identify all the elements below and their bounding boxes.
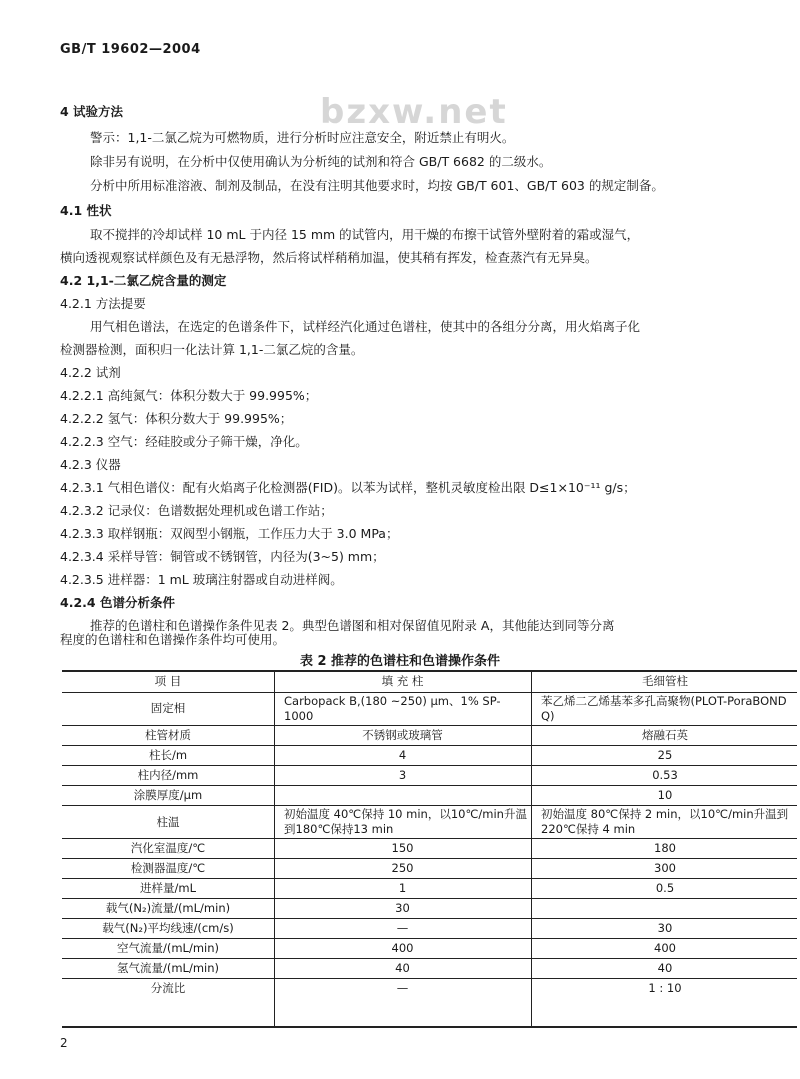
- table-cell: —: [396, 981, 409, 995]
- table-cell: 熔融石英: [642, 728, 688, 742]
- table-rule: [62, 938, 797, 939]
- table-cell: Carbopack B,(180 ~250) μm、1% SP-1000: [284, 694, 501, 723]
- table-cell: 苯乙烯二乙烯基苯多孔高聚物(PLOT-PoraBOND Q): [541, 694, 787, 723]
- table-caption: 表 2 推荐的色谱柱和色谱操作条件: [299, 654, 501, 669]
- table-header-cell: 项 目: [154, 674, 182, 688]
- clause-item: 4.2.3.4 采样导管：铜管或不锈钢管，内径为(3~5) mm；: [60, 549, 385, 564]
- body-text: 检测器检测，面积归一化法计算 1,1-二氯乙烷的含量。: [60, 342, 364, 357]
- table-column-rule: [531, 670, 532, 1028]
- table-cell: 250: [391, 861, 414, 875]
- table-cell: 40: [657, 961, 673, 975]
- table-row-label: 涂膜厚度/μm: [133, 788, 203, 802]
- table-row-label: 氢气流量/(mL/min): [116, 961, 220, 975]
- table-cell: 初始温度 80℃保持 2 min，以10℃/min升温到 220℃保持 4 min: [541, 807, 789, 836]
- table-rule: [62, 692, 797, 693]
- clause-heading: 4.2.2 试剂: [60, 365, 121, 380]
- table-rule: [62, 878, 797, 879]
- table-cell: 400: [654, 941, 676, 955]
- table-rule: [62, 745, 797, 746]
- page-number: 2: [60, 1036, 68, 1050]
- table-cell: 1 : 10: [648, 981, 682, 995]
- table-cell: 0.5: [655, 881, 675, 895]
- table-column-rule: [274, 670, 275, 1028]
- table-rule: [62, 785, 797, 786]
- table-cell: 400: [391, 941, 414, 955]
- table-cell: 不锈钢或玻璃管: [362, 728, 443, 742]
- table-cell: 30: [657, 921, 673, 935]
- clause-item: 4.2.2.3 空气：经硅胶或分子筛干燥，净化。: [60, 434, 308, 449]
- clause-item: 4.2.3.5 进样器：1 mL 玻璃注射器或自动进样阀。: [60, 572, 343, 587]
- clause-heading: 4.2.4 色谱分析条件: [60, 595, 175, 610]
- table-rule: [62, 978, 797, 979]
- body-text: 除非另有说明，在分析中仅使用确认为分析纯的试剂和符合 GB/T 6682 的二级水。: [90, 154, 552, 169]
- table-rule: [62, 838, 797, 839]
- table-row-label: 柱温: [156, 815, 180, 829]
- standard-code: GB/T 19602—2004: [60, 42, 201, 57]
- table-cell: 0.53: [652, 768, 678, 782]
- table-cell: 1: [398, 881, 407, 895]
- table-cell: 25: [657, 748, 673, 762]
- warning-text: 警示：1,1-二氯乙烷为可燃物质，进行分析时应注意安全，附近禁止有明火。: [90, 130, 515, 145]
- body-text: 横向透视观察试样颜色及有无悬浮物，然后将试样稍稍加温，使其稍有挥发，检查蒸汽有无异臭。: [60, 250, 598, 265]
- section-heading: 4 试验方法: [60, 104, 124, 119]
- table-cell: 300: [654, 861, 676, 875]
- body-text: 分析中所用标准溶液、制剂及制品，在没有注明其他要求时，均按 GB/T 601、GB/T 603 的规定制备。: [90, 178, 664, 193]
- table-row-label: 载气(N₂)平均线速/(cm/s): [102, 921, 234, 935]
- table-cell: 初始温度 40℃保持 10 min，以10℃/min升温到180℃保持13 min: [284, 807, 527, 836]
- table-rule: [62, 858, 797, 859]
- table-header-cell: 毛细管柱: [642, 674, 688, 688]
- table-cell: 180: [654, 841, 676, 855]
- table-rule: [62, 958, 797, 959]
- table-row-label: 分流比: [150, 981, 186, 995]
- table-cell: 4: [398, 748, 407, 762]
- body-text: 程度的色谱柱和色谱操作条件均可使用。: [60, 632, 286, 647]
- table-cell: —: [396, 921, 409, 935]
- table-cell: 150: [391, 841, 414, 855]
- subsection-heading: 4.1 性状: [60, 203, 112, 218]
- table-rule: [62, 918, 797, 919]
- table-header-cell: 填 充 柱: [381, 674, 424, 688]
- table-cell: 40: [395, 961, 410, 975]
- clause-heading: 4.2.3 仪器: [60, 457, 121, 472]
- body-text: 取不搅拌的冷却试样 10 mL 于内径 15 mm 的试管内，用干燥的布擦干试管外壁附着的霜或湿气，: [90, 227, 640, 242]
- table-rule: [62, 898, 797, 899]
- clause-item: 4.2.3.1 气相色谱仪：配有火焰离子化检测器(FID)。以苯为试样，整机灵敏度检出限 D≤1×10⁻¹¹ g/s；: [60, 480, 636, 495]
- chromatography-conditions-table: [62, 670, 797, 1028]
- table-row-label: 进样量/mL: [140, 881, 196, 895]
- table-rule: [62, 1026, 797, 1028]
- table-rule: [62, 725, 797, 726]
- body-text: 用气相色谱法，在选定的色谱条件下，试样经汽化通过色谱柱，使其中的各组分分离，用火焰离子化: [90, 319, 641, 334]
- clause-item: 4.2.3.2 记录仪：色谱数据处理机或色谱工作站；: [60, 503, 333, 518]
- table-row-label: 固定相: [150, 701, 186, 715]
- table-rule: [62, 670, 797, 672]
- table-cell: 3: [398, 768, 407, 782]
- table-row-label: 柱管材质: [145, 728, 191, 742]
- clause-heading: 4.2.1 方法提要: [60, 296, 146, 311]
- clause-item: 4.2.3.3 取样钢瓶：双阀型小钢瓶，工作压力大于 3.0 MPa；: [60, 526, 399, 541]
- subsection-heading: 4.2 1,1-二氯乙烷含量的测定: [60, 273, 227, 288]
- table-row-label: 检测器温度/℃: [130, 861, 206, 875]
- table-rule: [62, 765, 797, 766]
- table-row-label: 空气流量/(mL/min): [116, 941, 220, 955]
- table-rule: [62, 805, 797, 806]
- table-cell: 30: [395, 901, 410, 915]
- body-text: 推荐的色谱柱和色谱操作条件见表 2。典型色谱图和相对保留值见附录 A，其他能达到同等分离: [90, 618, 615, 633]
- watermark: bzxw.net: [320, 92, 508, 132]
- table-row-label: 柱长/m: [148, 748, 188, 762]
- clause-item: 4.2.2.1 高纯氮气：体积分数大于 99.995%；: [60, 388, 318, 403]
- table-cell: 10: [657, 788, 673, 802]
- table-row-label: 载气(N₂)流量/(mL/min): [105, 901, 231, 915]
- table-row-label: 柱内径/mm: [137, 768, 199, 782]
- clause-item: 4.2.2.2 氢气：体积分数大于 99.995%；: [60, 411, 293, 426]
- table-row-label: 汽化室温度/℃: [130, 841, 206, 855]
